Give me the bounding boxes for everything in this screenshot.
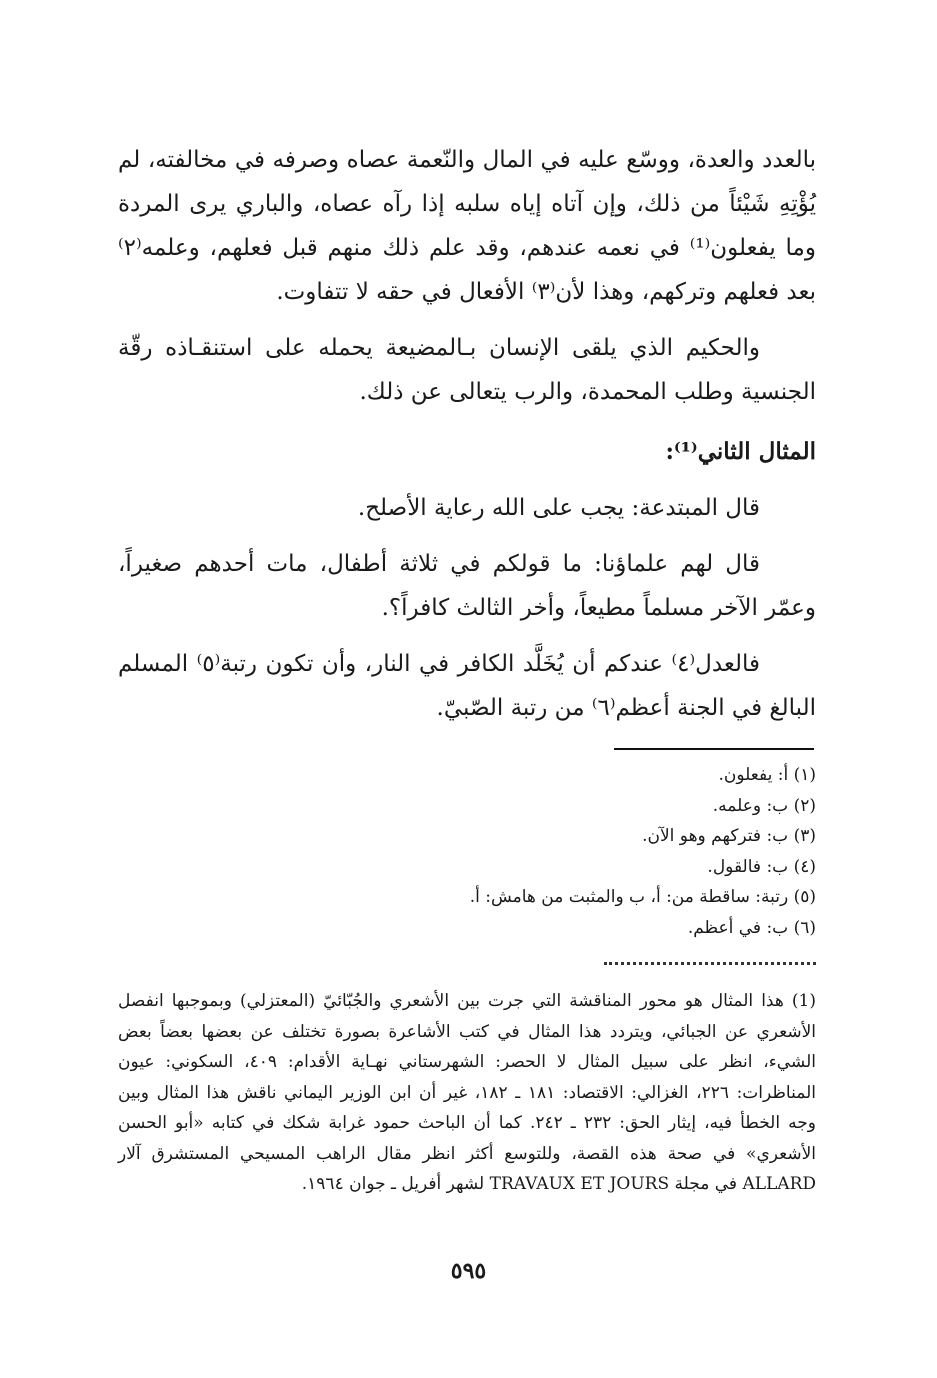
paragraph-1: بالعدد والعدة، ووسّع عليه في المال والنّعمة عصاه وصرفه في مخالفته، لم يُؤْتِهِ شَيْئاً من ذلك، وإن آتاه إياه سلبه إذا رآه عصاه، والباري يرى المردة وما يفعلون⁽¹⁾ في نعمه عندهم، وقد علم ذلك منهم قبل فعلهم، وعلمه⁽٢⁾ بعد فعلهم وتركهم، وهذا لأن⁽٣⁾ الأفعال في حقه لا تتفاوت. [118, 147, 816, 305]
footnote-separator [614, 748, 814, 750]
variant-note: (٦) ب: في أعظم. [687, 917, 816, 938]
variant-note: (١) أ: يفعلون. [718, 765, 816, 785]
paragraph-2: والحكيم الذي يلقى الإنسان بـالمضيعة يحمله على استنقـاذه رقّة الجنسية وطلب المحمدة، والرب يتعالى عن ذلك. [118, 335, 816, 405]
page-number: ٥٩٥ [450, 1258, 487, 1284]
paragraph-5: فالعدل⁽٤⁾ عندكم أن يُخَلَّد الكافر في النار، وأن تكون رتبة⁽٥⁾ المسلم البالغ في الجنة أعظم⁽٦⁾ من رتبة الصّبيّ. [118, 651, 816, 721]
paragraph-4: قال لهم علماؤنا: ما قولكم في ثلاثة أطفال، مات أحدهم صغيراً، وعمّر الآخر مسلماً مطيعاً، وأخر الثالث كافراً؟. [118, 551, 816, 621]
variant-note: (٢) ب: وعلمه. [712, 795, 816, 816]
variant-note: (٤) ب: فالقول. [707, 856, 816, 877]
variant-notes [300, 760, 816, 943]
editor-footnote: (1) هذا المثال هو محور المناقشة التي جرت بين الأشعري والجُبّائيّ (المعتزلي) وبموجبها انفصل الأشعري عن الجبائي، ويتردد هذا المثال في كتب الأشاعرة بصورة تختلف عن بعضها بعضاً بعض الشيء، انظر على سبيل المثال لا الحصر: الشهرستاني نهـاية الأقدام: ٤٠٩، السكوني: عيون المناظرات: ٢٢٦، الغزالي: الاقتصاد: ١٨١ ـ ١٨٢، غير أن ابن الوزير اليماني ناقش هذا المثال وبين وجه الخطأ فيه، إيثار الحق: ٢٣٢ ـ ٢٤٢. كما أن الباحث حمود غرابة شكك في كتابه «أبو الحسن الأشعري» في صحة هذه القصة، وللتوسع أكثر انظر مقال الراهب المسيحي المستشرق آلار ALLARD في مجلة TRAVAUX ET JOURS لشهر أفريل ـ جوان ١٩٦٤. [118, 991, 817, 1194]
section-heading: المثال الثاني⁽¹⁾: [665, 438, 816, 465]
variant-note: (٣) ب: فتركهم وهو الآن. [642, 826, 816, 846]
paragraph-3: قال المبتدعة: يجب على الله رعاية الأصلح. [357, 495, 760, 521]
dotted-separator [604, 962, 816, 975]
main-text [118, 138, 816, 742]
variant-note: (٥) رتبة: ساقطة من: أ، ب والمثبت من هامش: أ. [469, 887, 816, 907]
